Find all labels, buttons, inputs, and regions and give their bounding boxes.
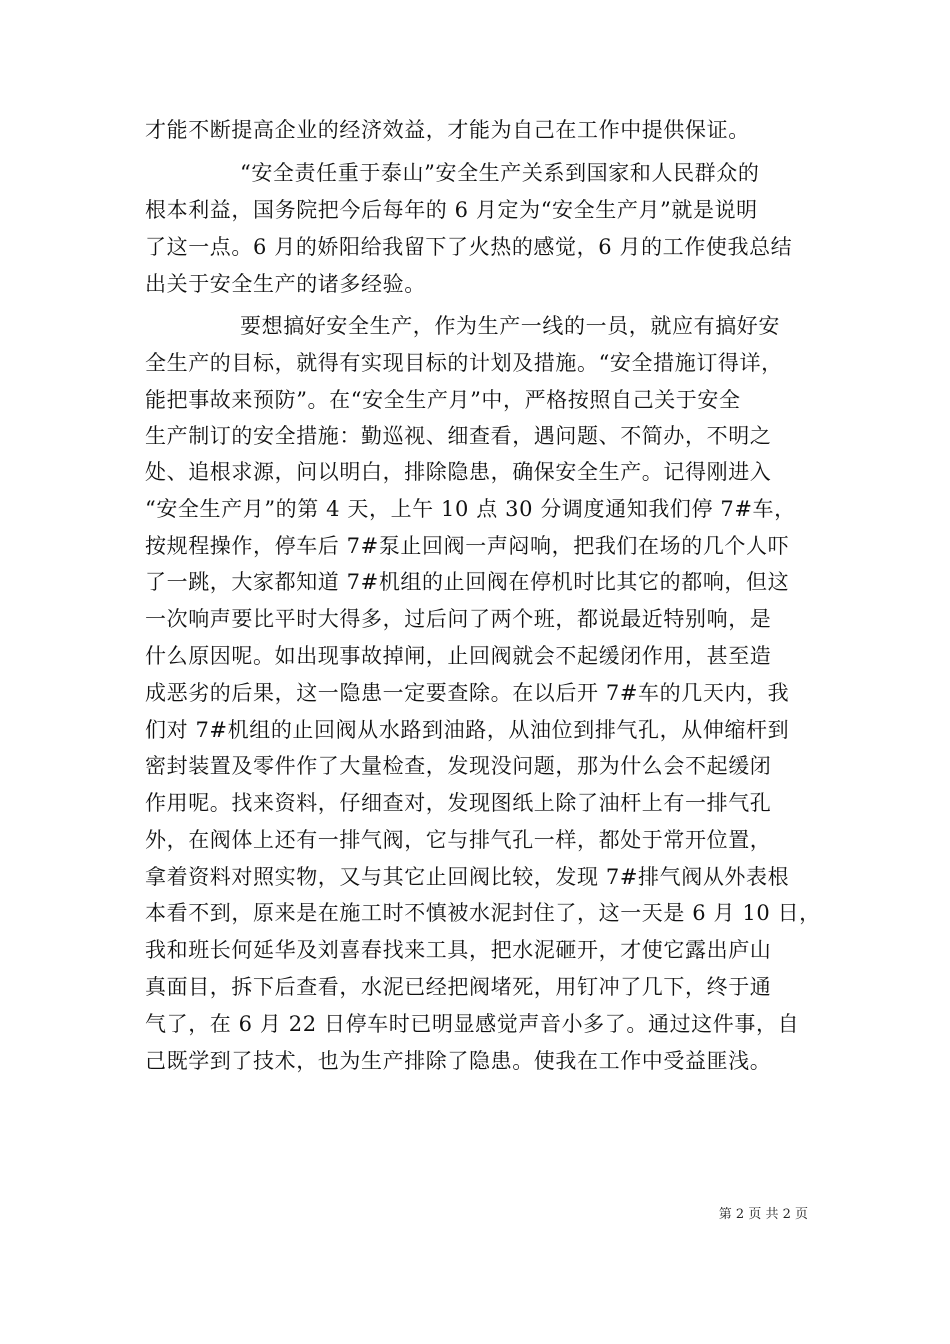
- text-line: 处、追根求源，问以明白，排除隐患，确保安全生产。记得刚进入: [145, 460, 772, 484]
- text-line: 生产制订的安全措施：勤巡视、细查看，遇问题、不简办，不明之: [145, 424, 772, 448]
- text-line: 才能不断提高企业的经济效益，才能为自己在工作中提供保证。: [145, 118, 750, 142]
- text-line: 按规程操作，停车后 7#泵止回阀一声闷响，把我们在场的几个人吓: [145, 534, 790, 558]
- text-line: 外，在阀体上还有一排气阀，它与排气孔一样，都处于常开位置，: [145, 828, 772, 852]
- text-line: 本看不到，原来是在施工时不慎被水泥封住了，这一天是 6 月 10 日，: [145, 901, 821, 925]
- text-line: 己既学到了技术，也为生产排除了隐患。使我在工作中受益匪浅。: [145, 1049, 772, 1073]
- text-line: 气了，在 6 月 22 日停车时已明显感觉声音小多了。通过这件事，自: [145, 1012, 800, 1036]
- text-line: 出关于安全生产的诸多经验。: [145, 272, 426, 296]
- text-line: 作用呢。找来资料，仔细查对，发现图纸上除了油杆上有一排气孔: [145, 791, 772, 815]
- text-line: 能把事故来预防”。在“安全生产月”中，严格按照自己关于安全: [145, 388, 741, 412]
- text-line: 成恶劣的后果，这一隐患一定要查除。在以后开 7#车的几天内，我: [145, 681, 790, 705]
- text-line: 根本利益，国务院把今后每年的 6 月定为“安全生产月”就是说明: [145, 198, 758, 222]
- text-line: 我和班长何延华及刘喜春找来工具，把水泥砸开，才使它露出庐山: [145, 938, 772, 962]
- text-line: “安全生产月”的第 4 天，上午 10 点 30 分调度通知我们停 7#车，: [145, 497, 796, 521]
- text-line: 了一跳，大家都知道 7#机组的止回阀在停机时比其它的都响，但这: [145, 570, 790, 594]
- text-line: 了这一点。6 月的娇阳给我留下了火热的感觉，6 月的工作使我总结: [145, 235, 793, 259]
- text-line: 什么原因呢。如出现事故掉闸，止回阀就会不起缓闭作用，甚至造: [145, 644, 772, 668]
- page-number: 第 2 页 共 2 页: [718, 1207, 808, 1222]
- paragraph-start-line: 要想搞好安全生产，作为生产一线的一员，就应有搞好安: [240, 314, 780, 338]
- text-line: 拿着资料对照实物，又与其它止回阀比较，发现 7#排气阀从外表根: [145, 865, 790, 889]
- text-line: 真面目，拆下后查看，水泥已经把阀堵死，用钉冲了几下，终于通: [145, 975, 772, 999]
- text-line: 一次响声要比平时大得多，过后问了两个班，都说最近特别响，是: [145, 607, 772, 631]
- text-line: 全生产的目标，就得有实现目标的计划及措施。“安全措施订得详，: [145, 351, 783, 375]
- paragraph-start-line: “安全责任重于泰山”安全生产关系到国家和人民群众的: [240, 161, 760, 185]
- text-line: 们对 7#机组的止回阀从水路到油路，从油位到排气孔，从伸缩杆到: [145, 718, 790, 742]
- text-line: 密封装置及零件作了大量检查，发现没问题，那为什么会不起缓闭: [145, 754, 772, 778]
